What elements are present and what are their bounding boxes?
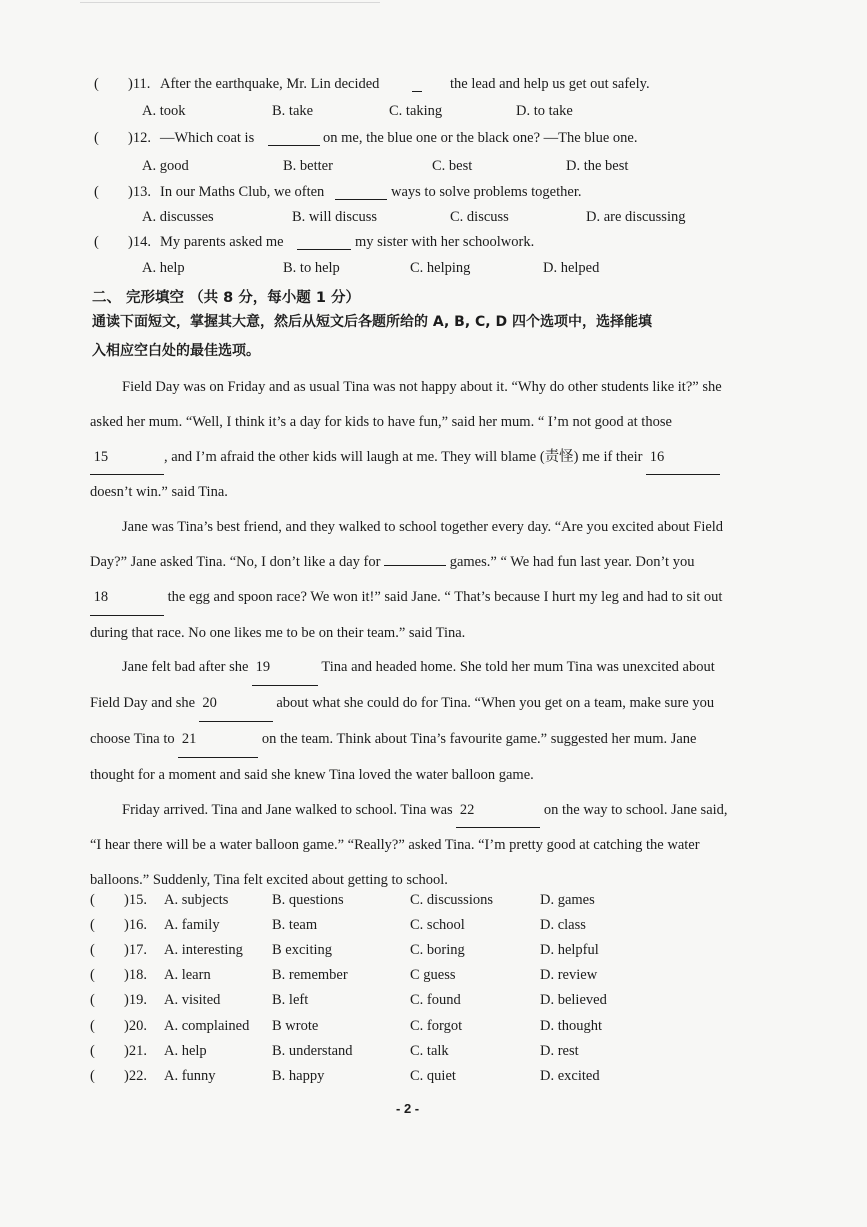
cloze-options-21 [88,1043,708,1067]
blank-number: 19 [255,659,271,676]
answer-paren: ( [90,892,95,908]
option-a: A. funny [164,1068,216,1084]
answer-blank [335,199,387,200]
question-number: )22. [124,1068,147,1084]
passage-text: on the way to school. Jane said, “I hear there will be a water balloon game.” “Really?” asked Tina. “I’m pretty good at catching the water balloons.” Suddenly, Tina felt excited about getting to school. [90,801,728,889]
answer-paren: ( [90,967,95,983]
option-b: B. left [272,992,309,1008]
option-d: D. thought [540,1018,603,1034]
blank-number: 18 [93,588,109,605]
question-stem-end: the lead and help us get out safely. [450,76,650,92]
option-c: C. taking [389,103,443,119]
option-b: B. better [283,158,333,174]
option-c: C. best [432,158,473,174]
option-a: A. family [164,917,220,933]
question-number: )11. [128,76,151,92]
option-d: D. helped [543,260,600,276]
option-d: D. rest [540,1043,579,1059]
option-b: B. questions [272,892,344,908]
cloze-passage [90,370,730,898]
answer-paren: ( [90,1018,95,1034]
option-b: B. understand [272,1043,353,1059]
question-number: )15. [124,892,147,908]
option-d: D. the best [566,158,629,174]
blank-16 [646,440,720,476]
blank-17 [384,551,446,566]
passage-text: doesn’t win.” said Tina. [90,484,228,501]
cloze-options-22 [88,1068,708,1092]
passage-text: the egg and spoon race? We won it!” said Jane. “ That’s because I hurt my leg and had to sit out during that race. No one likes me to be on their team.” said Tina. [90,588,723,641]
answer-paren: ( [90,1043,95,1059]
passage-text: Tina and headed home. She told her mum Tina was unexcited about Field Day and she [90,659,715,712]
blank-number: 20 [202,695,217,712]
question-stem: —Which coat is [160,130,255,146]
blank-number: 16 [649,448,665,465]
passage-text: Jane felt bad after she [122,659,249,676]
question-number: )17. [124,942,147,958]
option-b: B. team [272,917,318,933]
option-a: A. good [142,158,189,174]
passage-paragraph-1 [90,370,730,510]
option-b: B. to help [283,260,340,276]
passage-paragraph-2 [90,510,730,650]
blank-18 [90,580,164,616]
option-b: B wrote [272,1018,319,1034]
cloze-options-19 [88,992,708,1016]
question-number: )14. [128,234,151,250]
question-stem-end: ways to solve problems together. [391,184,582,200]
option-a: A. help [142,260,185,276]
passage-text: about what she could do for Tina. “When you get on a team, make sure you choose Tina to [90,695,715,747]
option-a: A. took [142,103,186,119]
answer-blank [412,91,422,92]
question-stem: After the earthquake, Mr. Lin decided [160,76,380,92]
answer-paren: ( [94,234,99,250]
question-number: )19. [124,992,147,1008]
option-d: D. are discussing [586,209,686,225]
blank-22 [456,793,540,829]
answer-paren: ( [94,184,99,200]
question-stem: My parents asked me [160,234,284,250]
page-number: - 2 - [396,1101,420,1116]
option-d: D. excited [540,1068,600,1084]
option-c: C. quiet [410,1068,456,1084]
answer-paren: ( [94,76,99,92]
option-b: B. take [272,103,314,119]
scan-artifact-line [80,2,380,3]
question-number: )20. [124,1018,147,1034]
answer-paren: ( [90,992,95,1008]
blank-21 [178,722,258,758]
passage-text: Friday arrived. Tina and Jane walked to school. Tina was [122,801,453,818]
cloze-options-20 [88,1018,708,1042]
option-c: C. forgot [410,1018,463,1034]
option-c: C guess [410,967,456,983]
question-stem: In our Maths Club, we often [160,184,325,200]
answer-paren: ( [90,1068,95,1084]
question-number: )13. [128,184,151,200]
option-a: A. subjects [164,892,229,908]
option-a: A. discusses [142,209,214,225]
cloze-options-18 [88,967,708,991]
answer-blank [297,249,351,250]
cloze-options-15 [88,892,708,916]
option-a: A. complained [164,1018,250,1034]
option-a: A. visited [164,992,221,1008]
blank-number: 15 [93,448,109,465]
passage-text: on the team. Think about Tina’s favourite game.” suggested her mum. Jane thought for a moment and said she knew Tina loved the water balloon game. [90,730,697,783]
blank-19 [252,650,318,686]
answer-paren: ( [90,942,95,958]
option-d: D. believed [540,992,607,1008]
option-b: B exciting [272,942,333,958]
question-stem-end: my sister with her schoolwork. [355,234,535,250]
option-d: D. review [540,967,598,983]
blank-number: 22 [459,801,475,818]
option-a: A. interesting [164,942,243,958]
option-b: B. will discuss [292,209,377,225]
option-d: D. class [540,917,586,933]
passage-text: , and I’m afraid the other kids will laugh at me. They will blame (责怪) me if their [164,448,643,465]
answer-paren: ( [90,917,95,933]
option-d: D. games [540,892,595,908]
question-number: )16. [124,917,147,933]
option-c: C. talk [410,1043,449,1059]
option-c: C. found [410,992,461,1008]
passage-text: Field Day was on Friday and as usual Tina was not happy about it. “Why do other students like it?” she asked her mum. “Well, I think it’s a day for kids to have fun,” said her mum. “ I’m not good at those [90,379,722,430]
answer-blank [268,145,320,146]
option-c: C. school [410,917,465,933]
option-a: A. learn [164,967,211,983]
option-c: C. discussions [410,892,493,908]
question-number: )21. [124,1043,147,1059]
passage-text: Jane was Tina’s best friend, and they walked to school together every day. “Are you excited about Field Day?” Jane asked Tina. “No, I don’t like a day for [90,519,724,570]
option-a: A. help [164,1043,207,1059]
option-d: D. to take [516,103,573,119]
blank-15 [90,440,164,476]
section-instruction-line2: 入相应空白处的最佳选项。 [92,343,260,359]
answer-paren: ( [94,130,99,146]
cloze-options-17 [88,942,708,966]
option-c: C. helping [410,260,471,276]
blank-20 [199,686,273,722]
section-instruction-line1: 通读下面短文，掌握其大意，然后从短文后各题所给的 A, B, C, D 四个选项中，选择能填 [92,314,652,330]
section-title: 二、 完形填空 （共 8 分，每小题 1 分） [92,290,360,306]
question-number: )12. [128,130,151,146]
passage-paragraph-3 [90,650,730,792]
option-d: D. helpful [540,942,599,958]
passage-paragraph-4 [90,793,730,898]
option-c: C. boring [410,942,465,958]
question-number: )18. [124,967,147,983]
option-b: B. happy [272,1068,325,1084]
option-b: B. remember [272,967,348,983]
blank-number: 21 [181,730,197,747]
question-stem-end: on me, the blue one or the black one? —The blue one. [323,130,638,146]
option-c: C. discuss [450,209,509,225]
passage-text: games.” “ We had fun last year. Don’t you [449,553,695,570]
cloze-options-16 [88,917,708,941]
